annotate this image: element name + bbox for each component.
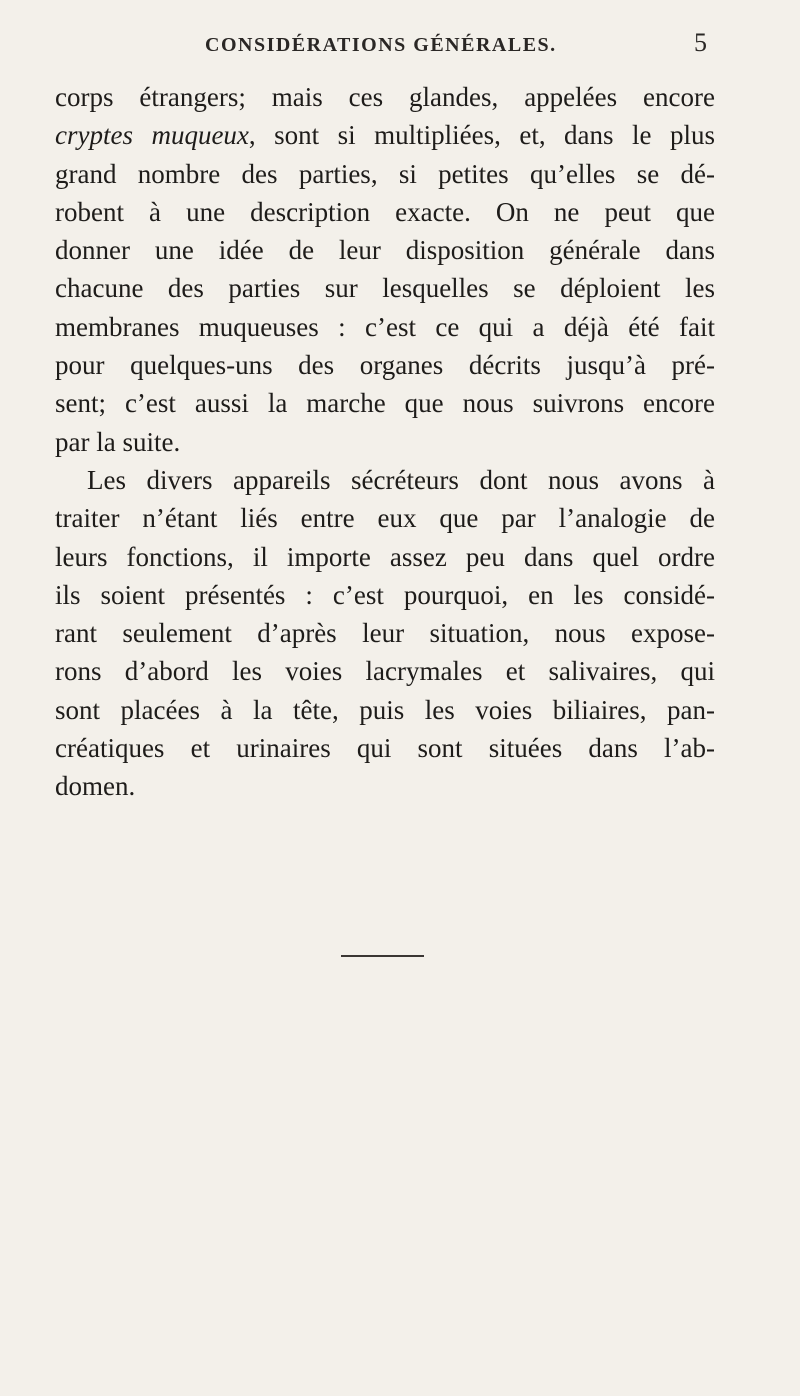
text-line: sent; c’est aussi la marche que nous suivrons encore — [55, 388, 715, 419]
body-text — [55, 78, 715, 806]
text-line: par la suite. — [55, 426, 181, 457]
text-line: sont placées à la tête, puis les voies biliaires, pan- — [55, 694, 715, 725]
text-line: traiter n’étant liés entre eux que par l’analogie de — [55, 503, 715, 534]
italic-term: cryptes muqueux — [55, 120, 249, 151]
text-line: membranes muqueuses : c’est ce qui a déjà été fait — [55, 311, 715, 342]
text-line: créatiques et urinaires qui sont situées dans l’ab- — [55, 733, 715, 764]
text-line: robent à une description exacte. On ne peut que — [55, 196, 715, 227]
text-line: corps étrangers; mais ces glandes, appelées encore — [55, 82, 715, 112]
text-line — [55, 116, 715, 154]
text-line: rons d’abord les voies lacrymales et salivaires, qui — [55, 656, 715, 687]
text-line: rant seulement d’après leur situation, nous expose- — [55, 618, 715, 649]
text-line: domen. — [55, 771, 136, 802]
text-line: chacune des parties sur lesquelles se déploient les — [55, 273, 715, 304]
page-number: 5 — [694, 28, 707, 57]
text-line-rest: , sont si multipliées, et, dans le plus — [248, 120, 715, 151]
section-end-rule — [341, 955, 424, 957]
text-line: ils soient présentés : c’est pourquoi, en les considé- — [55, 579, 715, 610]
running-title: CONSIDÉRATIONS GÉNÉRALES. — [205, 34, 557, 56]
text-line: donner une idée de leur disposition générale dans — [55, 235, 715, 266]
text-line: leurs fonctions, il importe assez peu dans quel ordre — [55, 541, 715, 572]
text-line: grand nombre des parties, si petites qu’elles se dé- — [55, 158, 715, 189]
text-line: Les divers appareils sécréteurs dont nous avons à — [87, 464, 715, 495]
text-line: pour quelques-uns des organes décrits jusqu’à pré- — [55, 350, 715, 381]
